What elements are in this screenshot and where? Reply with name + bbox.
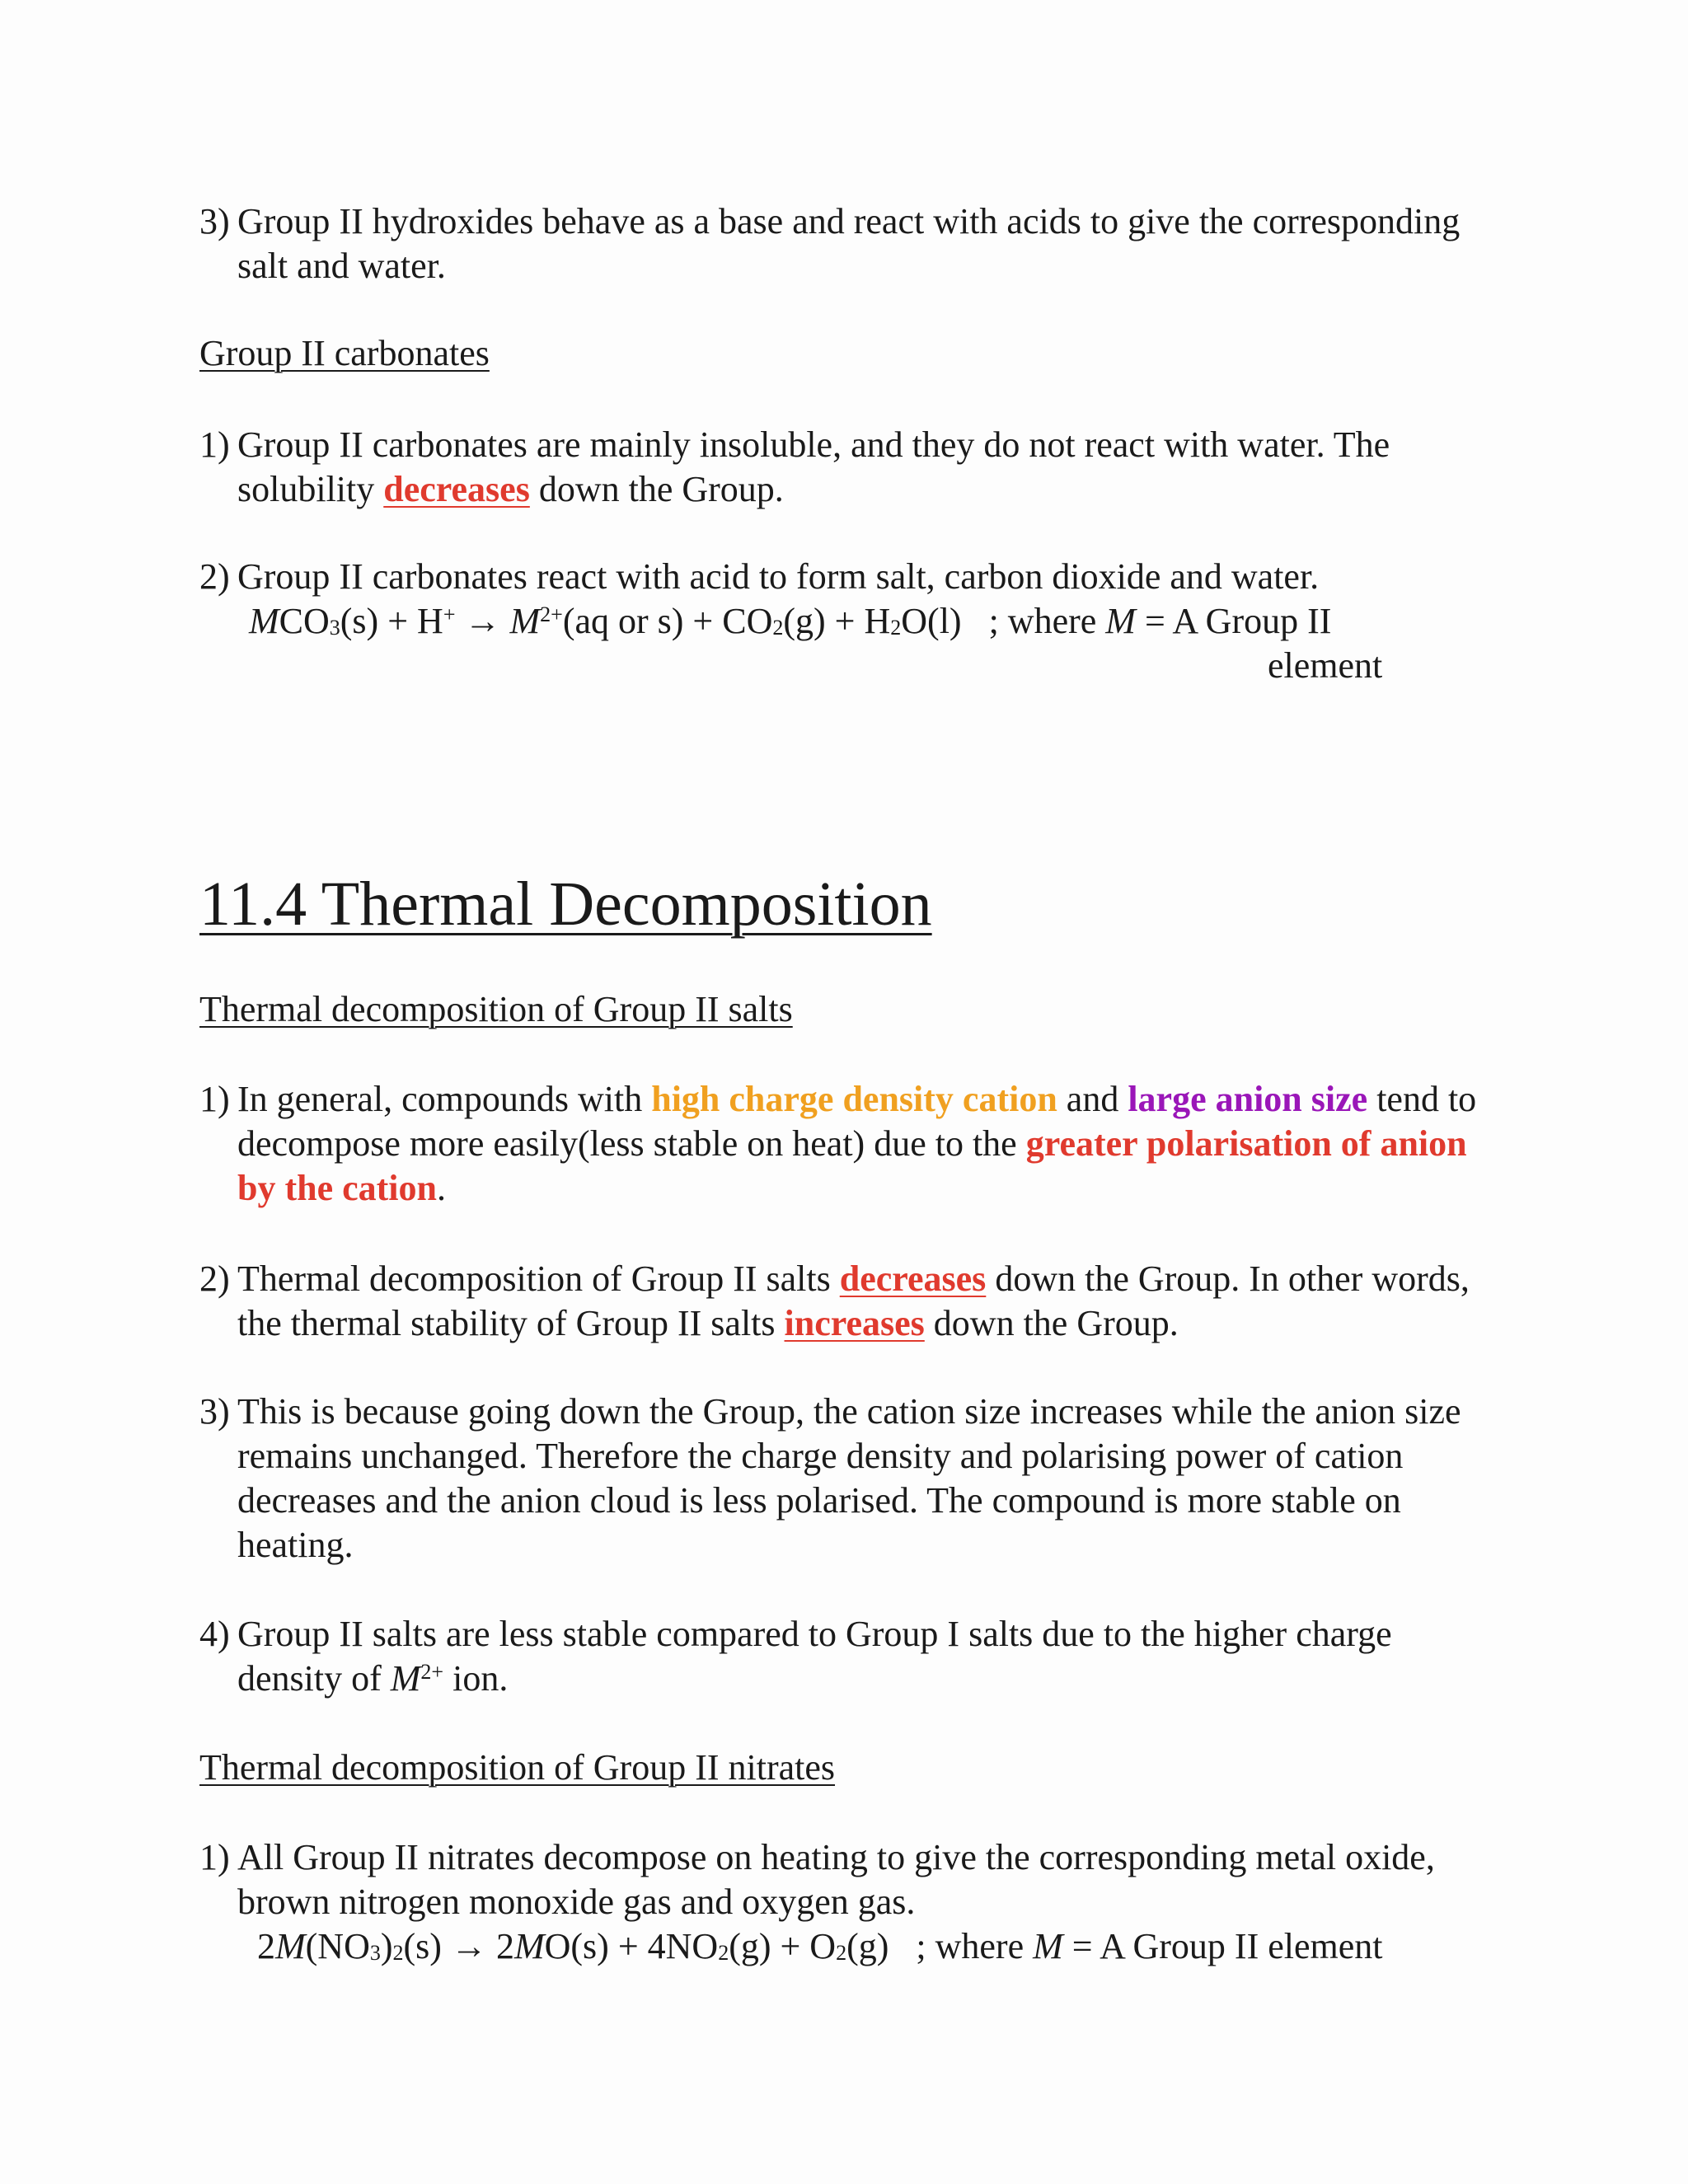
paragraph-text <box>237 1835 1502 1969</box>
carbonates-point-1 <box>199 423 1502 512</box>
highlight-decreases: decreases <box>383 469 530 509</box>
metal-symbol: M <box>513 1926 545 1966</box>
subscript: 3 <box>329 616 340 640</box>
eq-part: = A Group II <box>1135 601 1332 641</box>
list-number: 4) <box>199 1614 230 1654</box>
eq-part: (NO <box>305 1926 370 1966</box>
section-title: 11.4 Thermal Decomposition <box>199 869 932 939</box>
carbonates-heading-text: Group II carbonates <box>199 333 490 373</box>
subscript: 2 <box>836 1941 847 1965</box>
nitrate-equation <box>237 1926 1383 1966</box>
eq-part: (s) + H <box>340 601 443 641</box>
metal-symbol: M <box>249 601 279 641</box>
nitrates-point-1 <box>199 1835 1502 1969</box>
paragraph-text <box>237 555 1502 688</box>
eq-part: (g) + O <box>729 1926 837 1966</box>
list-number: 2) <box>199 1258 230 1299</box>
subscript: 2 <box>890 616 902 640</box>
highlight-large-anion: large anion size <box>1128 1079 1368 1119</box>
list-number: 1) <box>199 424 230 465</box>
superscript: + <box>443 602 456 626</box>
subscript: 3 <box>369 1941 381 1965</box>
salts-point-1 <box>199 1077 1502 1211</box>
arrow: → <box>455 601 510 641</box>
eq-part: CO <box>279 601 330 641</box>
eq-part: O(s) + 4NO <box>544 1926 719 1966</box>
paragraph-text: Group II hydroxides behave as a base and react with acids to give the corresponding salt and water. <box>237 201 1461 286</box>
metal-symbol: M <box>275 1926 306 1966</box>
salts-point-2 <box>199 1257 1502 1346</box>
eq-part: (aq or s) + CO <box>562 601 773 641</box>
eq-part: element <box>1268 645 1383 686</box>
list-number: 2) <box>199 556 230 597</box>
list-number: 1) <box>199 1079 230 1119</box>
text-segment: ion. <box>443 1658 509 1699</box>
highlight-increases: increases <box>784 1303 925 1343</box>
eq-part: = A Group II element <box>1062 1926 1383 1966</box>
highlight-polarisation: greater polarisation of anion by the cation <box>237 1123 1467 1208</box>
highlight-decreases: decreases <box>839 1258 987 1299</box>
text-segment: All Group II nitrates decompose on heating to give the corresponding metal oxide, brown nitrogen monoxide gas and oxygen gas. <box>237 1837 1435 1922</box>
eq-part: O(l) ; where <box>901 601 1106 641</box>
salts-heading <box>199 987 1502 1032</box>
salts-point-3 <box>199 1390 1502 1568</box>
metal-symbol: M <box>1105 601 1136 641</box>
carbonate-equation <box>237 601 1331 641</box>
superscript: 2+ <box>420 1660 444 1684</box>
carbonates-point-2 <box>199 555 1502 688</box>
text-segment: Thermal decomposition of Group II salts <box>237 1258 840 1299</box>
subscript: 2 <box>718 1941 729 1965</box>
text-segment: Group II carbonates react with acid to form salt, carbon dioxide and water. <box>237 556 1320 597</box>
text-segment: Group II salts are less stable compared to Group I salts due to the higher charge density of <box>237 1614 1392 1699</box>
text-segment: Group II carbonates are mainly insoluble, and they do not react with water. The solubility <box>237 424 1390 509</box>
text-segment: In general, compounds with <box>237 1079 652 1119</box>
superscript: 2+ <box>540 602 563 626</box>
eq-part: (s) → 2 <box>403 1926 514 1966</box>
text-segment: and <box>1057 1079 1128 1119</box>
paragraph-text <box>237 1612 1502 1701</box>
text-segment: . <box>437 1168 446 1208</box>
text-segment: down the Group. <box>924 1303 1179 1343</box>
eq-part: 2 <box>257 1926 275 1966</box>
subscript: 2 <box>772 616 784 640</box>
paragraph-text: This is because going down the Group, the cation size increases while the anion size remains unchanged. Therefore the charge density and polarising power of cation decreases and the anion cloud is less polarised. The compound is more stable on heating. <box>237 1391 1461 1565</box>
list-number: 3) <box>199 1391 230 1432</box>
list-number: 1) <box>199 1837 230 1877</box>
carbonates-heading <box>199 331 1502 376</box>
text-segment: tend to decompose more easily(less stable on heat) due to the <box>237 1079 1477 1164</box>
salts-point-4 <box>199 1612 1502 1701</box>
paragraph-text <box>237 423 1502 512</box>
text-segment: down the Group. <box>529 469 784 509</box>
eq-part: (g) ; where <box>846 1926 1034 1966</box>
metal-symbol: M <box>509 601 541 641</box>
salts-heading-text: Thermal decomposition of Group II salts <box>199 989 793 1029</box>
text-segment: down the Group. In other words, the thermal stability of Group II salts <box>237 1258 1470 1343</box>
metal-symbol: M <box>390 1658 421 1699</box>
paragraph-text <box>237 1257 1502 1346</box>
eq-part: ) <box>380 1926 393 1966</box>
eq-part: (g) + H <box>783 601 891 641</box>
paragraph-text <box>237 1077 1502 1211</box>
nitrates-heading-text: Thermal decomposition of Group II nitrates <box>199 1747 836 1788</box>
subscript: 2 <box>392 1941 404 1965</box>
metal-symbol: M <box>1033 1926 1063 1966</box>
highlight-high-charge-density: high charge density cation <box>651 1079 1057 1119</box>
hydroxides-point-3 <box>199 199 1502 288</box>
list-number: 3) <box>199 201 230 241</box>
nitrates-heading <box>199 1746 1502 1790</box>
